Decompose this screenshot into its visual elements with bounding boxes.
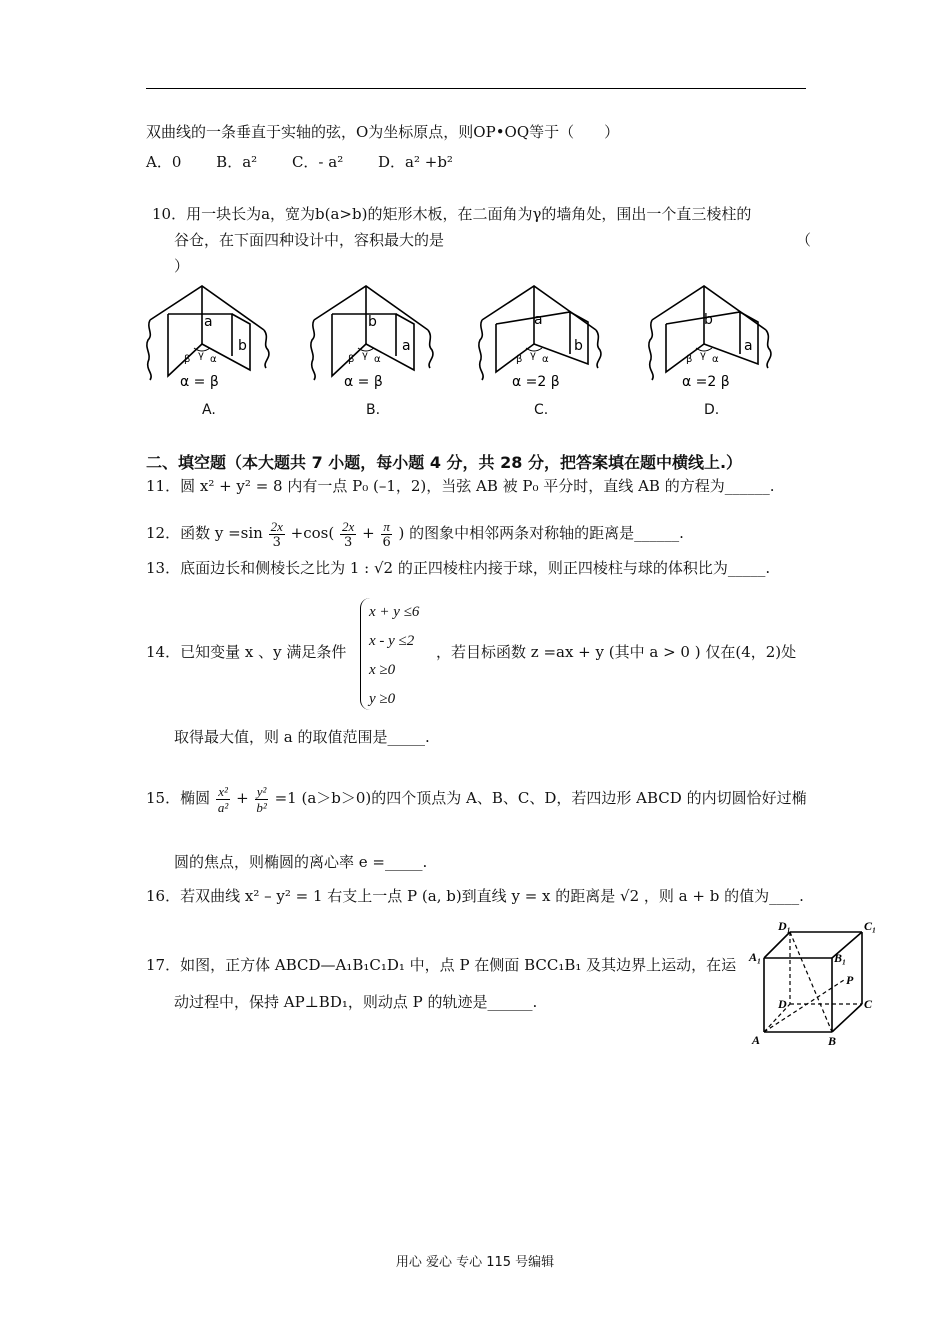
board-top-label: b [368, 314, 377, 330]
q12-suffix: ) 的图象中相邻两条对称轴的距离是______. [398, 524, 684, 542]
board-side-label: a [744, 338, 753, 354]
q14-cond-3: x ≥0 [369, 662, 396, 678]
q10-figure-d [646, 284, 776, 389]
q17-line1: 17．如图，正方体 ABCD—A₁B₁C₁D₁ 中，点 P 在侧面 BCC₁B₁ 及其边界上运动，在运 [146, 956, 737, 974]
section2-title: 二、填空题（本大题共 7 小题，每小题 4 分，共 28 分，把答案填在题中横线上.） [146, 453, 743, 472]
q10-figure-a [144, 284, 274, 389]
cube-edge [764, 932, 790, 958]
q12-frac1-num: 2x [270, 518, 283, 534]
q12-frac2-num: 2x [342, 518, 355, 534]
q14-cond-4: y ≥0 [369, 691, 396, 707]
condition-label: α = β [344, 374, 383, 389]
wall-right-outline [264, 330, 269, 368]
condition-label: α = β [180, 374, 219, 389]
q14-line2: 取得最大值，则 a 的取值范围是_____. [174, 728, 430, 746]
label-p: P [846, 973, 854, 987]
cube-edge [832, 1004, 862, 1032]
label-a: A [752, 1033, 761, 1047]
board-side-label: b [238, 338, 247, 354]
q14-prefix: 14．已知变量 x 、y 满足条件 [146, 643, 347, 661]
q9-option-c: C．- a² [291, 153, 344, 171]
angle-beta-label: β [686, 354, 693, 365]
q10-line1: 10．用一块长为a，宽为b(a>b)的矩形木板，在二面角为γ的墙角处，围出一个直三棱柱的 [152, 205, 752, 223]
q10-figure-b [308, 284, 438, 389]
q10-option-label: B. [366, 402, 381, 418]
q15-line [146, 781, 807, 815]
angle-alpha-label: α [542, 354, 549, 365]
q12-frac1 [269, 519, 285, 550]
q15-plus: + [236, 789, 249, 807]
q12-plus: + [362, 524, 375, 542]
board-left [666, 324, 704, 372]
q12-frac2-den: 3 [344, 534, 353, 550]
q12-frac3-den: 6 [382, 534, 391, 550]
wall-left-outline [649, 320, 653, 380]
label-c: C [864, 997, 873, 1011]
label-b: B [828, 1034, 837, 1048]
q12-frac2 [340, 519, 356, 550]
wall-right-outline [428, 330, 433, 368]
q9-option-d: D．a² +b² [378, 153, 453, 171]
q12-line [146, 516, 684, 550]
wall-left-outline [479, 320, 483, 380]
q17-line2: 动过程中，保持 AP⊥BD₁，则动点 P 的轨迹是______. [174, 993, 538, 1011]
q9-text: 双曲线的一条垂直于实轴的弦，O为坐标原点，则OP•OQ等于（ ） [146, 123, 620, 141]
q15-frac1-num: x² [218, 783, 228, 799]
angle-gamma-label: γ [198, 350, 204, 361]
board-left [496, 324, 534, 372]
condition-label: α =2 β [682, 374, 730, 389]
q15-prefix: 15．椭圆 [146, 789, 211, 807]
q12-mid: +cos( [290, 524, 335, 542]
board-top-label: a [534, 312, 543, 328]
wall-right-outline [766, 330, 771, 368]
q9-options [146, 152, 483, 172]
q15-frac2-num: y² [256, 783, 267, 799]
q14-suffix: ，若目标函数 z =ax + y (其中 a > 0 ) 仅在(4，2)处 [436, 643, 797, 661]
q16-text: 16．若双曲线 x² – y² = 1 右支上一点 P (a, b)到直线 y = x 的距离是 √2 ，则 a + b 的值为____. [146, 887, 804, 905]
q15-frac1-den: a² [217, 799, 229, 815]
q10-option-label: A. [202, 402, 216, 418]
board-top [496, 312, 570, 354]
q15-frac2-den: b² [256, 799, 267, 815]
q15-frac2 [254, 784, 268, 815]
board-top [666, 312, 740, 354]
wall-left-outline [311, 320, 315, 380]
page-footer: 用心 爱心 专心 115 号编辑 [395, 1255, 555, 1270]
q10-figure-c [476, 284, 606, 389]
board-top-label: b [704, 312, 713, 328]
cube-figure [748, 918, 878, 1050]
label-c1: C₁ [864, 919, 877, 933]
angle-beta-label: β [184, 354, 191, 365]
angle-alpha-label: α [210, 354, 217, 365]
q14-cond-1: x + y ≤6 [369, 604, 420, 620]
q15-line2: 圆的焦点，则椭圆的离心率 e =_____. [174, 853, 428, 871]
wall-left-outline [147, 320, 151, 380]
q9-option-b: B．a² [216, 153, 258, 171]
label-d: D [778, 997, 787, 1011]
q10-line2: 谷仓，在下面四种设计中，容积最大的是 [174, 231, 445, 249]
q12-frac1-den: 3 [272, 534, 281, 550]
q12-frac3 [380, 519, 392, 550]
angle-alpha-label: α [374, 354, 381, 365]
q11-text: 11．圆 x² + y² = 8 内有一点 P₀ (–1，2)，当弦 AB 被 P₀ 平分时，直线 AB 的方程为______. [146, 477, 775, 495]
wall-right-outline [596, 330, 601, 368]
board-left [168, 314, 202, 376]
q10-option-label: D. [704, 402, 720, 418]
q14-system [360, 598, 419, 710]
angle-beta-label: β [348, 354, 355, 365]
angle-gamma-label: γ [362, 350, 368, 361]
board-top-label: a [204, 314, 213, 330]
board-left [332, 314, 366, 376]
cube-diagonal-bd1 [790, 932, 832, 1032]
q10-paren-close: ） [174, 257, 190, 275]
label-d1: D₁ [778, 919, 791, 933]
angle-beta-label: β [516, 354, 523, 365]
q13-text: 13．底面边长和侧棱长之比为 1 : √2 的正四棱柱内接于球，则正四棱柱与球的体积比为_____. [146, 559, 771, 577]
q15-suffix: =1 (a＞b＞0)的四个顶点为 A、B、C、D，若四边形 ABCD 的内切圆恰好过椭 [274, 789, 807, 807]
q12-prefix: 12．函数 y =sin [146, 524, 263, 542]
board-side-label: b [574, 338, 583, 354]
board-side-label: a [402, 338, 411, 354]
q9-option-a: A．0 [146, 153, 182, 171]
condition-label: α =2 β [512, 374, 560, 389]
q15-frac1 [216, 784, 230, 815]
q10-paren-open: （ [796, 231, 812, 249]
q12-frac3-num: π [383, 518, 390, 534]
header-rule [146, 88, 806, 89]
label-b1: B₁ [834, 951, 847, 965]
q14-cond-2: x - y ≤2 [369, 633, 415, 649]
angle-gamma-label: γ [530, 350, 536, 361]
label-a1: A₁ [749, 950, 762, 964]
q10-option-label: C. [534, 402, 549, 418]
angle-alpha-label: α [712, 354, 719, 365]
angle-gamma-label: γ [700, 350, 706, 361]
